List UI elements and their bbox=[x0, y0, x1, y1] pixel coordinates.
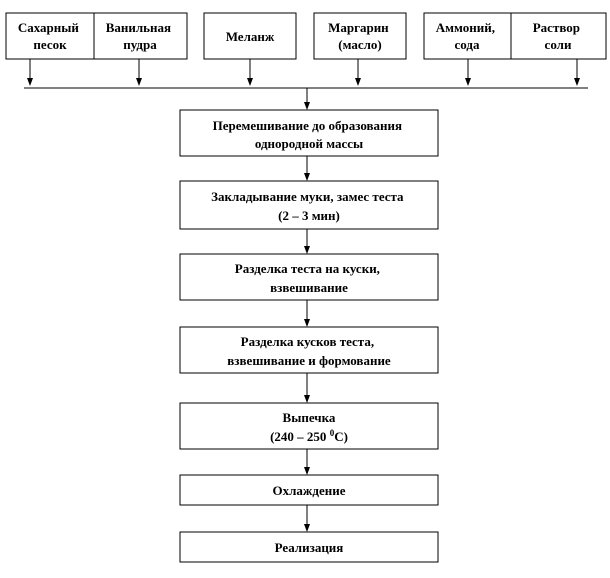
ingredient-label-sugar: Сахарный песок bbox=[17, 20, 79, 52]
arrowhead-margarine bbox=[355, 78, 361, 86]
ingredient-label-ammonium: Аммоний, сода bbox=[435, 20, 495, 52]
arrowhead-sugar bbox=[27, 78, 33, 86]
arrowhead-to-step-2 bbox=[304, 173, 310, 181]
ingredient-arrows bbox=[27, 59, 580, 86]
step-label-cooling: Охлаждение bbox=[272, 483, 346, 498]
arrowhead-to-step-5 bbox=[304, 395, 310, 403]
arrowhead-salt bbox=[574, 78, 580, 86]
step-label-baking-temperature: (240 – 250 $^0$С) bbox=[270, 428, 348, 444]
step-label-dividing: Разделка теста на куски, взвешивание bbox=[234, 261, 380, 295]
arrowhead-to-step-7 bbox=[304, 524, 310, 532]
arrowhead-to-step-3 bbox=[304, 246, 310, 254]
arrowhead-melange bbox=[247, 78, 253, 86]
step-label-sale: Реализация bbox=[274, 540, 344, 555]
step-label-baking: Выпечка bbox=[282, 410, 336, 425]
step-label-kneading: Закладывание муки, замес теста (2 – 3 мин) bbox=[211, 189, 404, 223]
arrowhead-to-step-1 bbox=[304, 102, 310, 110]
ingredient-label-vanilla: Ванильная пудра bbox=[105, 20, 172, 52]
arrowhead-to-step-4 bbox=[304, 319, 310, 327]
ingredient-label-melange: Меланж bbox=[225, 29, 275, 44]
arrowhead-to-step-6 bbox=[304, 467, 310, 475]
ingredient-label-margarine: Маргарин (масло) bbox=[328, 20, 389, 52]
step-label-mixing: Перемешивание до образования однородной массы bbox=[212, 118, 403, 151]
step-label-forming: Разделка кусков теста, взвешивание и формование bbox=[227, 334, 391, 368]
arrowhead-vanilla bbox=[136, 78, 142, 86]
arrowhead-ammonium bbox=[465, 78, 471, 86]
ingredient-label-salt: Раствор соли bbox=[532, 20, 581, 52]
